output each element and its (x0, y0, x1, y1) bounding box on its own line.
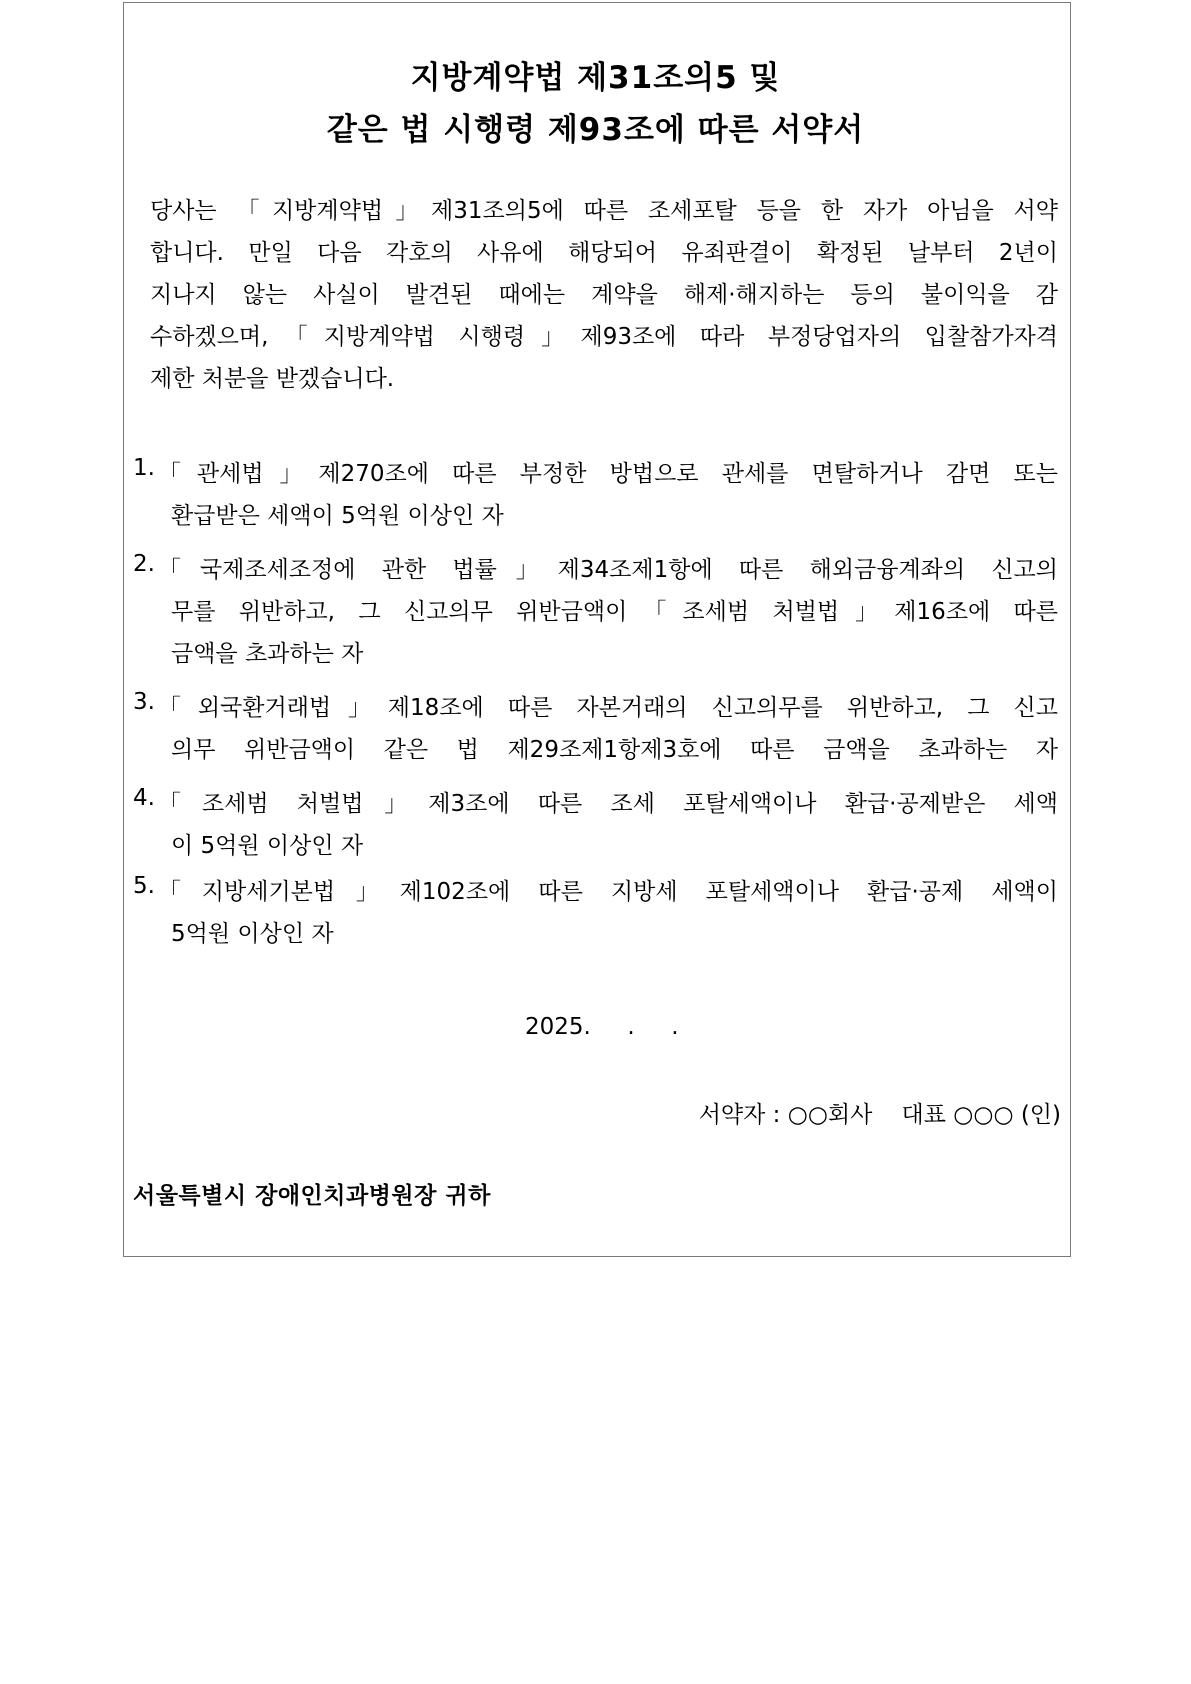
document-title-line-2: 같은 법 시행령 제93조에 따른 서약서 (326, 112, 865, 148)
item-number: 2. (133, 551, 155, 577)
item-line: 무를 위반하고, 그 신고의무 위반금액이「조세범 처벌법」제16조에 따른 (171, 599, 1058, 625)
item-line: 「국제조세조정에 관한 법률」제34조제1항에 따른 해외금융계좌의 신고의 (158, 557, 1058, 583)
item-line: 「외국환거래법」제18조에 따른 자본거래의 신고의무를 위반하고, 그 신고 (158, 695, 1058, 721)
signer-line: 서약자 : ○○회사 대표 ○○○ (인) (698, 1102, 1061, 1128)
item-line: 「관세법」제270조에 따른 부정한 방법으로 관세를 면탈하거나 감면 또는 (158, 461, 1058, 487)
pledge-document-frame (123, 2, 1071, 1257)
intro-line: 합니다. 만일 다음 각호의 사유에 해당되어 유죄판결이 확정된 날부터 2년이 (150, 240, 1058, 266)
item-number: 5. (133, 873, 155, 899)
item-line: 의무 위반금액이 같은 법 제29조제1항제3호에 따른 금액을 초과하는 자 (171, 737, 1058, 763)
intro-line: 당사는 「지방계약법」제31조의5에 따른 조세포탈 등을 한 자가 아님을 서약 (150, 198, 1058, 224)
item-line: 5억원 이상인 자 (171, 921, 334, 947)
item-line: 환급받은 세액이 5억원 이상인 자 (171, 503, 504, 529)
item-number: 3. (133, 689, 155, 715)
intro-line: 제한 처분을 받겠습니다. (150, 366, 395, 392)
item-line: 이 5억원 이상인 자 (171, 833, 364, 859)
pledge-date: 2025. . . (525, 1014, 679, 1040)
intro-line: 지나지 않는 사실이 발견된 때에는 계약을 해제·해지하는 등의 불이익을 감 (150, 282, 1058, 308)
item-number: 1. (133, 455, 155, 481)
item-number: 4. (133, 785, 155, 811)
item-line: 「조세범 처벌법」제3조에 따른 조세 포탈세액이나 환급·공제받은 세액 (158, 791, 1058, 817)
addressee: 서울특별시 장애인치과병원장 귀하 (133, 1183, 491, 1209)
document-title-line-1: 지방계약법 제31조의5 및 (410, 60, 781, 96)
item-line: 금액을 초과하는 자 (171, 641, 364, 667)
item-line: 「지방세기본법」제102조에 따른 지방세 포탈세액이나 환급·공제 세액이 (158, 879, 1058, 905)
intro-line: 수하겠으며,「지방계약법 시행령」제93조에 따라 부정당업자의 입찰참가자격 (150, 324, 1058, 350)
